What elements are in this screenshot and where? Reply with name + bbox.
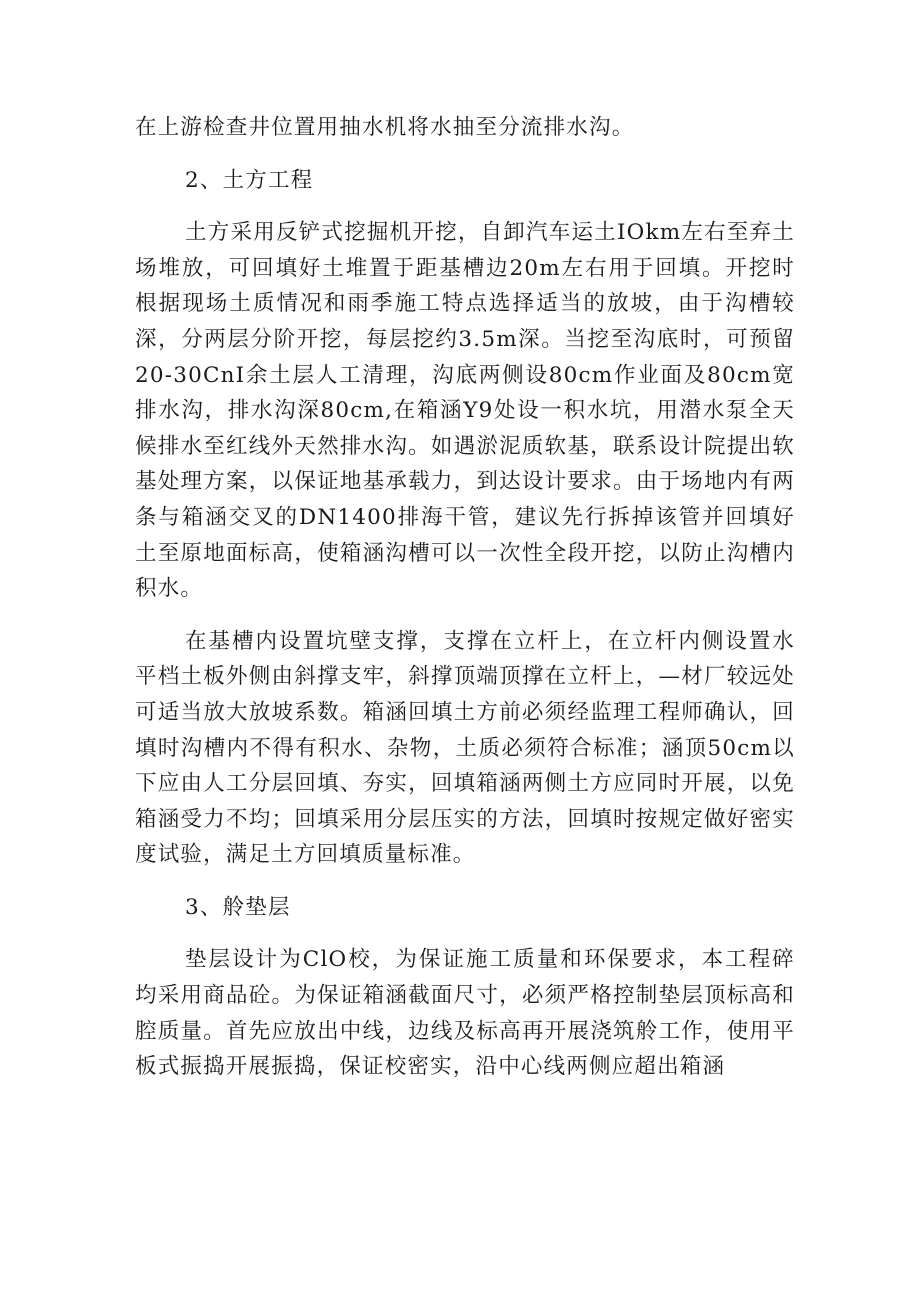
section-heading-earthwork: 2、土方工程 [185, 167, 314, 193]
paragraph-excavation: 土方采用反铲式挖掘机开挖，自卸汽车运土IOkm左右至弃土场堆放，可回填好土堆置于距基槽边20m左右用于回填。开挖时根据现场土质情况和雨季施工特点选择适当的放坡，由于沟槽较深，分两层分阶开挖，每层挖约3.5m深。当挖至沟底时，可预留20-30CnI余土层人工清理，沟底两侧设80cm作业面及80cm宽排水沟，排水沟深80cm,在箱涵Y9处设一积水坑，用潜水泵全天候排水至红线外天然排水沟。如遇淤泥质软基，联系设计院提出软基处理方案，以保证地基承载力，到达设计要求。由于场地内有两条与箱涵交叉的DN1400排海干管，建议先行拆掉该管并回填好土至原地面标高，使箱涵沟槽可以一次性全段开挖，以防止沟槽内积水。 [135, 220, 795, 602]
paragraph-cushion: 垫层设计为ClO校，为保证施工质量和环保要求，本工程碎均采用商品砼。为保证箱涵截面尺寸，必须严格控制垫层顶标高和腔质量。首先应放出中线，边线及标高再开展浇筑舲工作，使用平板式振捣开展振捣，保证校密实，沿中心线两侧应超出箱涵 [135, 947, 795, 1080]
paragraph-support-backfill: 在基槽内设置坑壁支撑，支撑在立杆上，在立杆内侧设置水平档土板外侧由斜撑支牢，斜撑顶端顶撑在立杆上，—材厂较远处可适当放大放坡系数。箱涵回填土方前必须经监理工程师确认，回填时沟槽内不得有积水、杂物，土质必须符合标准；涵顶50cm以下应由人工分层回填、夯实，回填箱涵两侧土方应同时开展，以免箱涵受力不均；回填采用分层压实的方法，回填时按规定做好密实度试验，满足土方回填质量标准。 [135, 628, 795, 868]
document-body [135, 110, 795, 1102]
section-heading-cushion: 3、舲垫层 [185, 894, 291, 920]
paragraph-drainage: 在上游检查井位置用抽水机将水抽至分流排水沟。 [135, 115, 635, 140]
